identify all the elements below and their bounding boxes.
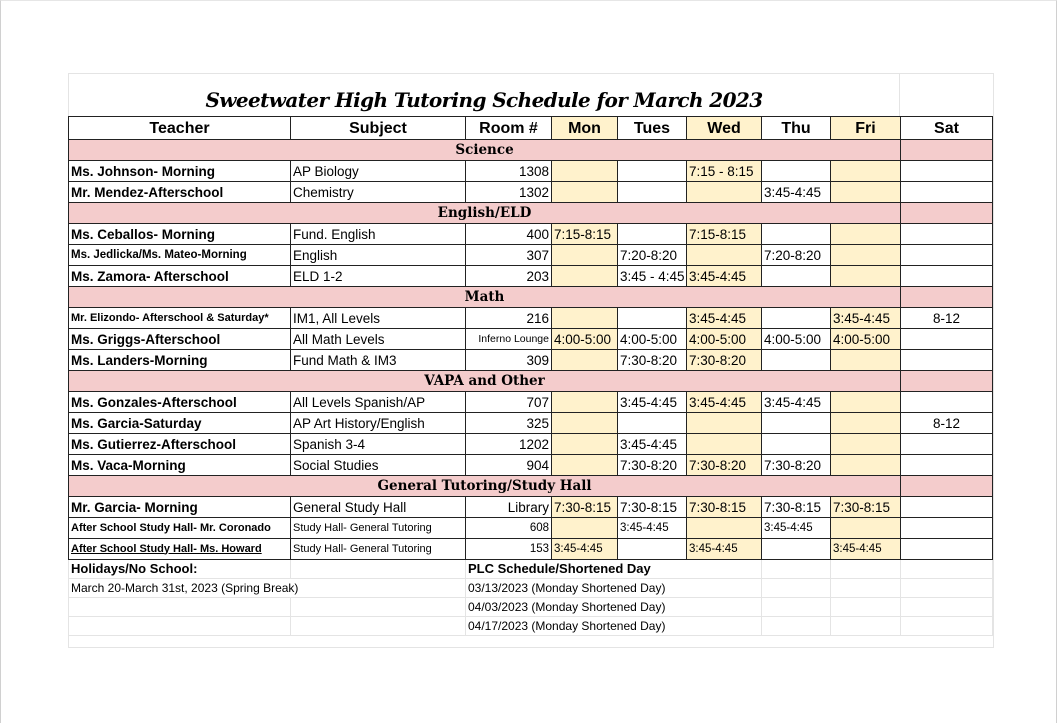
wed-cell xyxy=(687,413,762,434)
holidays-label: Holidays/No School: xyxy=(69,560,291,579)
sat-cell xyxy=(901,329,993,350)
wed-cell: 4:00-5:00 xyxy=(687,329,762,350)
mon-cell xyxy=(552,245,618,266)
thu-cell: 7:30-8:20 xyxy=(762,455,831,476)
table-row xyxy=(69,182,993,203)
teacher-cell: Mr. Mendez-Afterschool xyxy=(69,182,291,203)
thu-cell xyxy=(762,350,831,371)
subject-cell: IM1, All Levels xyxy=(291,308,466,329)
wed-cell xyxy=(687,182,762,203)
room-cell: 904 xyxy=(466,455,552,476)
mon-cell xyxy=(552,455,618,476)
room-cell: 1302 xyxy=(466,182,552,203)
thu-cell: 7:30-8:15 xyxy=(762,497,831,518)
subject-cell: General Study Hall xyxy=(291,497,466,518)
sat-cell xyxy=(901,266,993,287)
subject-cell: AP Biology xyxy=(291,161,466,182)
table-row xyxy=(69,392,993,413)
tues-cell: 7:30-8:15 xyxy=(618,497,687,518)
thu-cell: 3:45-4:45 xyxy=(762,518,831,539)
fri-cell xyxy=(831,455,901,476)
room-cell: 608 xyxy=(466,518,552,539)
wed-cell: 7:15 - 8:15 xyxy=(687,161,762,182)
table-row xyxy=(69,413,993,434)
sat-cell: 8-12 xyxy=(901,413,993,434)
footer-row xyxy=(69,579,993,598)
wed-cell: 3:45-4:45 xyxy=(687,392,762,413)
mon-cell xyxy=(552,308,618,329)
col-mon: Mon xyxy=(552,117,618,140)
mon-cell xyxy=(552,434,618,455)
table-row xyxy=(69,161,993,182)
teacher-cell: Ms. Zamora- Afterschool xyxy=(69,266,291,287)
table-row xyxy=(69,308,993,329)
table-row xyxy=(69,497,993,518)
section-header xyxy=(69,203,993,224)
tues-cell xyxy=(618,308,687,329)
section-header xyxy=(69,287,993,308)
thu-cell xyxy=(762,161,831,182)
fri-cell: 3:45-4:45 xyxy=(831,308,901,329)
teacher-cell: Mr. Elizondo- Afterschool & Saturday* xyxy=(69,308,291,329)
thu-cell: 4:00-5:00 xyxy=(762,329,831,350)
wed-cell: 3:45-4:45 xyxy=(687,266,762,287)
tues-cell: 3:45-4:45 xyxy=(618,434,687,455)
room-cell: 153 xyxy=(466,539,552,560)
wed-cell: 7:30-8:15 xyxy=(687,497,762,518)
fri-cell xyxy=(831,434,901,455)
sat-cell xyxy=(901,161,993,182)
wed-cell xyxy=(687,434,762,455)
plc-date: 03/13/2023 (Monday Shortened Day) xyxy=(466,579,762,598)
sat-cell xyxy=(901,182,993,203)
thu-cell xyxy=(762,266,831,287)
teacher-cell: Ms. Griggs-Afterschool xyxy=(69,329,291,350)
fri-cell: 4:00-5:00 xyxy=(831,329,901,350)
teacher-cell: Ms. Gonzales-Afterschool xyxy=(69,392,291,413)
subject-cell: ELD 1-2 xyxy=(291,266,466,287)
tues-cell: 7:20-8:20 xyxy=(618,245,687,266)
col-sat: Sat xyxy=(901,117,993,140)
tues-cell: 7:30-8:20 xyxy=(618,350,687,371)
section-name: Math xyxy=(69,287,901,308)
tues-cell: 4:00-5:00 xyxy=(618,329,687,350)
fri-cell xyxy=(831,182,901,203)
tues-cell: 3:45 - 4:45 xyxy=(618,266,687,287)
col-fri: Fri xyxy=(831,117,901,140)
teacher-cell: Ms. Jedlicka/Ms. Mateo-Morning xyxy=(69,245,291,266)
mon-cell: 3:45-4:45 xyxy=(552,539,618,560)
gridline xyxy=(899,74,900,116)
thu-cell: 3:45-4:45 xyxy=(762,392,831,413)
wed-cell: 7:30-8:20 xyxy=(687,455,762,476)
subject-cell: English xyxy=(291,245,466,266)
tues-cell: 3:45-4:45 xyxy=(618,518,687,539)
subject-cell: Fund. English xyxy=(291,224,466,245)
sat-cell xyxy=(901,539,993,560)
subject-cell: Fund Math & IM3 xyxy=(291,350,466,371)
table-row xyxy=(69,266,993,287)
room-cell: 707 xyxy=(466,392,552,413)
col-subject: Subject xyxy=(291,117,466,140)
table-row xyxy=(69,434,993,455)
mon-cell: 7:15-8:15 xyxy=(552,224,618,245)
fri-cell xyxy=(831,266,901,287)
mon-cell xyxy=(552,161,618,182)
teacher-cell: Ms. Landers-Morning xyxy=(69,350,291,371)
sat-cell xyxy=(901,224,993,245)
subject-cell: All Levels Spanish/AP xyxy=(291,392,466,413)
wed-cell: 7:15-8:15 xyxy=(687,224,762,245)
teacher-cell: After School Study Hall- Mr. Coronado xyxy=(69,518,291,539)
section-name: General Tutoring/Study Hall xyxy=(69,476,901,497)
thu-cell xyxy=(762,539,831,560)
tues-cell xyxy=(618,539,687,560)
wed-cell: 3:45-4:45 xyxy=(687,308,762,329)
table-row xyxy=(69,350,993,371)
plc-label: PLC Schedule/Shortened Day xyxy=(466,560,762,579)
subject-cell: Study Hall- General Tutoring xyxy=(291,518,466,539)
section-header xyxy=(69,140,993,161)
teacher-cell: Ms. Ceballos- Morning xyxy=(69,224,291,245)
sat-cell xyxy=(901,518,993,539)
section-header xyxy=(69,476,993,497)
room-cell: 216 xyxy=(466,308,552,329)
footer-row xyxy=(69,560,993,579)
teacher-cell: Ms. Johnson- Morning xyxy=(69,161,291,182)
thu-cell xyxy=(762,224,831,245)
subject-cell: Spanish 3-4 xyxy=(291,434,466,455)
table-row xyxy=(69,455,993,476)
wed-cell: 7:30-8:20 xyxy=(687,350,762,371)
sat-cell xyxy=(901,497,993,518)
room-cell: 307 xyxy=(466,245,552,266)
sat-cell xyxy=(901,245,993,266)
sat-cell xyxy=(901,350,993,371)
fri-cell xyxy=(831,224,901,245)
mon-cell xyxy=(552,413,618,434)
subject-cell: Social Studies xyxy=(291,455,466,476)
room-cell: 1202 xyxy=(466,434,552,455)
table-row xyxy=(69,518,993,539)
mon-cell xyxy=(552,182,618,203)
mon-cell xyxy=(552,266,618,287)
subject-cell: Study Hall- General Tutoring xyxy=(291,539,466,560)
holiday-entry: March 20-March 31st, 2023 (Spring Break) xyxy=(69,579,466,598)
tues-cell xyxy=(618,224,687,245)
col-wed: Wed xyxy=(687,117,762,140)
fri-cell: 7:30-8:15 xyxy=(831,497,901,518)
mon-cell xyxy=(552,518,618,539)
wed-cell xyxy=(687,245,762,266)
teacher-cell: Mr. Garcia- Morning xyxy=(69,497,291,518)
subject-cell: All Math Levels xyxy=(291,329,466,350)
col-teacher: Teacher xyxy=(69,117,291,140)
table-row xyxy=(69,329,993,350)
tues-cell: 7:30-8:20 xyxy=(618,455,687,476)
fri-cell xyxy=(831,518,901,539)
room-cell: Inferno Lounge xyxy=(466,329,552,350)
thu-cell: 7:20-8:20 xyxy=(762,245,831,266)
teacher-cell: After School Study Hall- Ms. Howard xyxy=(69,539,291,560)
footer-row xyxy=(69,617,993,636)
plc-date: 04/03/2023 (Monday Shortened Day) xyxy=(466,598,762,617)
subject-cell: Chemistry xyxy=(291,182,466,203)
fri-cell: 3:45-4:45 xyxy=(831,539,901,560)
fri-cell xyxy=(831,350,901,371)
mon-cell xyxy=(552,350,618,371)
wed-cell: 3:45-4:45 xyxy=(687,539,762,560)
section-name: English/ELD xyxy=(69,203,901,224)
section-name: VAPA and Other xyxy=(69,371,901,392)
teacher-cell: Ms. Gutierrez-Afterschool xyxy=(69,434,291,455)
section-header xyxy=(69,371,993,392)
sat-cell xyxy=(901,434,993,455)
mon-cell xyxy=(552,392,618,413)
room-cell: 203 xyxy=(466,266,552,287)
fri-cell xyxy=(831,245,901,266)
header-row xyxy=(69,117,993,140)
tutoring-schedule-table xyxy=(68,116,993,636)
tues-cell xyxy=(618,413,687,434)
sat-cell xyxy=(901,392,993,413)
schedule-title: Sweetwater High Tutoring Schedule for March 2023 xyxy=(205,88,763,112)
tues-cell xyxy=(618,182,687,203)
thu-cell: 3:45-4:45 xyxy=(762,182,831,203)
col-tues: Tues xyxy=(618,117,687,140)
room-cell: 1308 xyxy=(466,161,552,182)
wed-cell xyxy=(687,518,762,539)
table-row xyxy=(69,224,993,245)
section-name: Science xyxy=(69,140,901,161)
teacher-cell: Ms. Garcia-Saturday xyxy=(69,413,291,434)
tues-cell xyxy=(618,161,687,182)
col-thu: Thu xyxy=(762,117,831,140)
col-room: Room # xyxy=(466,117,552,140)
mon-cell: 7:30-8:15 xyxy=(552,497,618,518)
subject-cell: AP Art History/English xyxy=(291,413,466,434)
room-cell: 325 xyxy=(466,413,552,434)
thu-cell xyxy=(762,413,831,434)
mon-cell: 4:00-5:00 xyxy=(552,329,618,350)
table-row xyxy=(69,245,993,266)
thu-cell xyxy=(762,308,831,329)
teacher-cell: Ms. Vaca-Morning xyxy=(69,455,291,476)
tues-cell: 3:45-4:45 xyxy=(618,392,687,413)
plc-date: 04/17/2023 (Monday Shortened Day) xyxy=(466,617,762,636)
room-cell: 309 xyxy=(466,350,552,371)
table-row xyxy=(69,539,993,560)
thu-cell xyxy=(762,434,831,455)
room-cell: 400 xyxy=(466,224,552,245)
room-cell: Library xyxy=(466,497,552,518)
sat-cell xyxy=(901,455,993,476)
fri-cell xyxy=(831,392,901,413)
fri-cell xyxy=(831,413,901,434)
sat-cell: 8-12 xyxy=(901,308,993,329)
fri-cell xyxy=(831,161,901,182)
footer-row xyxy=(69,598,993,617)
